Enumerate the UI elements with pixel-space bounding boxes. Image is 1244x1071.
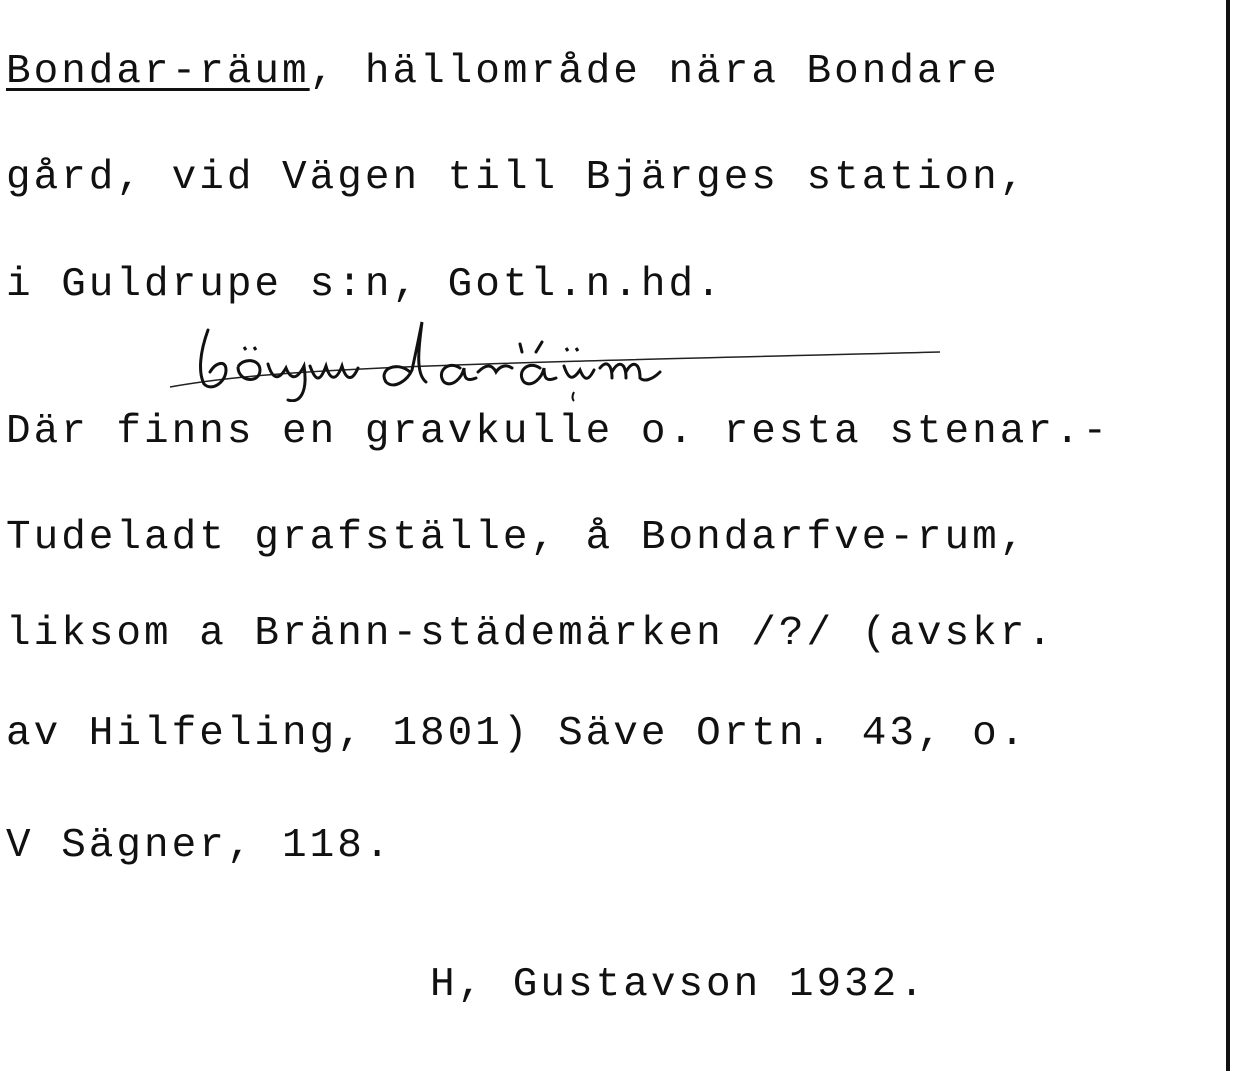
text-line-7: av Hilfeling, 1801) Säve Ortn. 43, o. — [6, 711, 1028, 757]
text-line-6: liksom a Bränn-städemärken /?/ (avskr. — [6, 611, 1055, 657]
text-line-2: gård, vid Vägen till Bjärges station, — [6, 155, 1028, 201]
text-line-8: V Sägner, 118. — [6, 823, 393, 869]
headword: Bondar-räum — [6, 49, 310, 95]
text-line-4: Där finns en gravkulle o. resta stenar.- — [6, 409, 1111, 455]
text-line-5: Tudeladt grafställe, å Bondarfve-rum, — [6, 515, 1028, 561]
text-line-1 — [6, 49, 1000, 95]
handwritten-annotation — [160, 312, 960, 402]
headword-definition: , hällområde nära Bondare — [309, 49, 1000, 95]
text-line-3: i Guldrupe s:n, Gotl.n.hd. — [6, 262, 724, 308]
card-edge-line — [1226, 0, 1230, 1071]
signature-line: H, Gustavson 1932. — [430, 962, 927, 1008]
